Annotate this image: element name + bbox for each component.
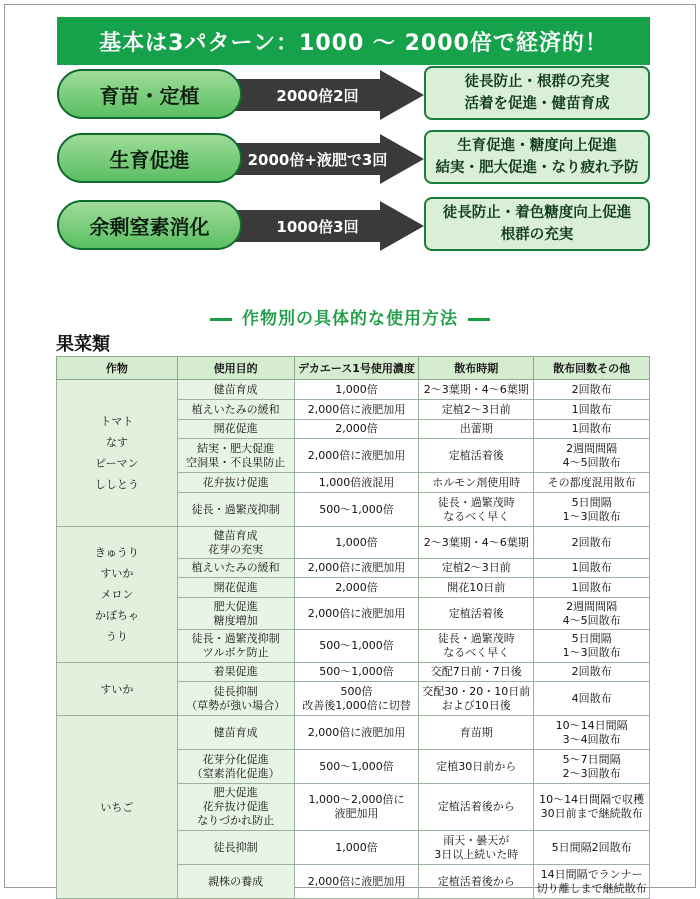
pattern-effect-line: 徒長防止・根群の充実 bbox=[464, 74, 610, 90]
concentration-cell bbox=[294, 380, 419, 400]
timing-cell-line: 定植2～3日前 bbox=[441, 402, 511, 416]
category-heading: 果菜類 bbox=[56, 334, 110, 355]
concentration-cell bbox=[294, 527, 419, 559]
purpose-cell bbox=[177, 784, 294, 831]
timing-cell-line: 出蕾期 bbox=[459, 422, 493, 435]
crop-cell-line: トマト bbox=[100, 415, 134, 428]
concentration-cell bbox=[294, 716, 419, 750]
crop-cell-line: メロン bbox=[100, 588, 134, 601]
crop-cell-line: うり bbox=[105, 630, 128, 643]
frequency-cell bbox=[534, 527, 650, 559]
purpose-cell bbox=[177, 400, 294, 420]
concentration-cell-line: 500～1,000倍 bbox=[319, 665, 394, 678]
purpose-cell-line: 徒長・過繁茂抑制 bbox=[191, 632, 280, 645]
purpose-cell-line: （草勢が強い場合） bbox=[186, 698, 286, 712]
concentration-cell bbox=[294, 831, 419, 865]
purpose-cell-line: 徒長・過繁茂抑制 bbox=[191, 502, 280, 516]
concentration-cell bbox=[294, 578, 419, 598]
frequency-cell bbox=[534, 439, 650, 473]
timing-cell bbox=[419, 559, 534, 578]
pattern-effect-line: 根群の充実 bbox=[500, 227, 574, 243]
concentration-cell bbox=[294, 400, 419, 420]
crop-cell bbox=[57, 716, 178, 899]
purpose-cell-line: 健苗育成 bbox=[213, 528, 258, 542]
timing-cell bbox=[419, 865, 534, 899]
frequency-cell-line: その都度混用散布 bbox=[547, 475, 636, 489]
timing-cell bbox=[419, 473, 534, 493]
concentration-cell-line: 2,000倍に液肥加用 bbox=[307, 448, 406, 462]
frequency-cell-line: 切り離しまで継続散布 bbox=[536, 881, 647, 895]
purpose-cell-line: 着果促進 bbox=[213, 665, 258, 678]
table-row bbox=[57, 527, 650, 559]
purpose-cell-line: （窒素消化促進） bbox=[191, 766, 280, 780]
timing-cell-line: なるべく早く bbox=[443, 509, 510, 523]
frequency-cell bbox=[534, 400, 650, 420]
title-dash-right bbox=[468, 318, 490, 321]
concentration-cell bbox=[294, 865, 419, 899]
purpose-cell-line: 空洞果・不良果防止 bbox=[186, 455, 286, 469]
purpose-cell-line: 徒長抑制 bbox=[213, 840, 258, 854]
timing-cell-line: 定植活着後から bbox=[437, 800, 515, 813]
purpose-cell-line: 植えいたみの緩和 bbox=[191, 561, 280, 574]
title-dash-left bbox=[210, 318, 232, 321]
crop-cell-line: なす bbox=[105, 436, 128, 449]
crop-cell bbox=[57, 663, 178, 716]
crop-cell-line: ピーマン bbox=[95, 457, 139, 470]
headline-banner: 基本は3パターン：1000 ～ 2000倍で経済的！ bbox=[57, 17, 650, 65]
usage-table bbox=[56, 356, 650, 899]
frequency-cell-line: 5日間隔2回散布 bbox=[551, 840, 632, 854]
purpose-cell-line: 健苗育成 bbox=[213, 725, 258, 739]
concentration-cell-line: 2,000倍 bbox=[335, 422, 378, 435]
purpose-cell-line: 花芽分化促進 bbox=[202, 752, 269, 766]
purpose-cell bbox=[177, 750, 294, 784]
frequency-cell-line: 1回散布 bbox=[571, 580, 612, 594]
purpose-cell bbox=[177, 493, 294, 527]
pattern-effects-box bbox=[424, 197, 650, 251]
pattern-effect-line: 結実・肥大促進・なり疲れ予防 bbox=[435, 160, 639, 176]
frequency-cell bbox=[534, 473, 650, 493]
timing-cell-line: 定植活着後 bbox=[448, 606, 504, 620]
frequency-cell-line: 2回散布 bbox=[571, 665, 612, 678]
concentration-cell-line: 液肥加用 bbox=[334, 807, 379, 820]
purpose-cell bbox=[177, 527, 294, 559]
timing-cell bbox=[419, 831, 534, 865]
frequency-cell bbox=[534, 598, 650, 630]
section-title-text: 作物別の具体的な使用方法 bbox=[242, 309, 458, 329]
frequency-cell-line: 5～7日間隔 bbox=[562, 752, 621, 766]
frequency-cell-line: 5日間隔 bbox=[571, 495, 612, 509]
purpose-cell bbox=[177, 578, 294, 598]
crop-cell-line: かぼちゃ bbox=[94, 609, 139, 622]
purpose-cell bbox=[177, 663, 294, 682]
purpose-cell-line: 親株の養成 bbox=[208, 874, 264, 888]
purpose-cell-line: 花弁抜け促進 bbox=[202, 475, 269, 489]
purpose-cell-line: 糖度増加 bbox=[213, 613, 258, 627]
concentration-cell-line: 2,000倍に液肥加用 bbox=[307, 725, 406, 739]
timing-cell bbox=[419, 750, 534, 784]
timing-cell-line: 定植2～3日前 bbox=[441, 561, 511, 574]
timing-cell bbox=[419, 439, 534, 473]
header-frequency: 散布回数その他 bbox=[534, 357, 650, 380]
pattern-dosage: 2000倍2回 bbox=[276, 86, 359, 105]
purpose-cell-line: 肥大促進 bbox=[213, 786, 258, 799]
timing-cell-line: 交配7日前・7日後 bbox=[430, 665, 522, 678]
timing-cell bbox=[419, 784, 534, 831]
purpose-cell bbox=[177, 439, 294, 473]
timing-cell bbox=[419, 682, 534, 716]
timing-cell bbox=[419, 598, 534, 630]
frequency-cell bbox=[534, 493, 650, 527]
header-crop: 作物 bbox=[57, 357, 178, 380]
timing-cell-line: 開花10日前 bbox=[447, 580, 506, 594]
crop-cell-line: すいか bbox=[100, 567, 134, 580]
frequency-cell-line: 4～5回散布 bbox=[562, 455, 621, 469]
frequency-cell-line: 30日前まで継続散布 bbox=[540, 807, 643, 820]
header-purpose: 使用目的 bbox=[177, 357, 294, 380]
frequency-cell-line: 2週間間隔 bbox=[566, 599, 618, 613]
purpose-cell bbox=[177, 716, 294, 750]
timing-cell-line: 定植活着後 bbox=[448, 448, 504, 462]
concentration-cell bbox=[294, 784, 419, 831]
purpose-cell-line: 植えいたみの緩和 bbox=[191, 402, 280, 416]
frequency-cell-line: 4～5回散布 bbox=[562, 613, 621, 627]
frequency-cell bbox=[534, 663, 650, 682]
concentration-cell bbox=[294, 682, 419, 716]
concentration-cell-line: 1,000倍 bbox=[335, 382, 378, 396]
frequency-cell bbox=[534, 578, 650, 598]
purpose-cell-line: 開花促進 bbox=[213, 580, 258, 594]
frequency-cell bbox=[534, 716, 650, 750]
pattern-row bbox=[0, 130, 700, 188]
concentration-cell bbox=[294, 559, 419, 578]
timing-cell-line: 徒長・過繁茂時 bbox=[437, 632, 515, 645]
timing-cell bbox=[419, 380, 534, 400]
timing-cell bbox=[419, 420, 534, 439]
frequency-cell-line: 2回散布 bbox=[571, 382, 612, 396]
timing-cell bbox=[419, 716, 534, 750]
frequency-cell-line: 5日間隔 bbox=[571, 632, 612, 645]
timing-cell-line: 雨天・曇天が bbox=[443, 833, 510, 847]
concentration-cell-line: 改善後1,000倍に切替 bbox=[302, 698, 411, 712]
frequency-cell bbox=[534, 784, 650, 831]
concentration-cell-line: 500～1,000倍 bbox=[319, 502, 394, 516]
frequency-cell-line: 2回散布 bbox=[571, 535, 612, 549]
timing-cell-line: 3日以上続いた時 bbox=[434, 847, 519, 861]
frequency-cell bbox=[534, 630, 650, 663]
concentration-cell-line: 1,000～2,000倍に bbox=[308, 793, 405, 806]
concentration-cell-line: 2,000倍に液肥加用 bbox=[307, 874, 406, 888]
purpose-cell bbox=[177, 473, 294, 493]
pattern-effects-box bbox=[424, 130, 650, 184]
frequency-cell-line: 1～3回散布 bbox=[562, 646, 621, 659]
concentration-cell bbox=[294, 439, 419, 473]
concentration-cell-line: 1,000倍 bbox=[335, 840, 378, 854]
pattern-name-pill: 生育促進 bbox=[57, 133, 242, 183]
concentration-cell bbox=[294, 598, 419, 630]
concentration-cell-line: 500～1,000倍 bbox=[319, 759, 394, 773]
header-timing: 散布時期 bbox=[419, 357, 534, 380]
concentration-cell bbox=[294, 493, 419, 527]
purpose-cell bbox=[177, 865, 294, 899]
frequency-cell bbox=[534, 750, 650, 784]
concentration-cell-line: 500～1,000倍 bbox=[319, 639, 394, 652]
concentration-cell bbox=[294, 420, 419, 439]
concentration-cell-line: 2,000倍に液肥加用 bbox=[307, 402, 406, 416]
purpose-cell-line: 花弁抜け促進 bbox=[202, 800, 269, 813]
timing-cell-line: 2～3葉期・4～6葉期 bbox=[423, 382, 529, 396]
pattern-name-pill: 育苗・定植 bbox=[57, 69, 242, 119]
frequency-cell bbox=[534, 682, 650, 716]
timing-cell bbox=[419, 527, 534, 559]
concentration-cell-line: 2,000倍に液肥加用 bbox=[307, 606, 406, 620]
timing-cell bbox=[419, 493, 534, 527]
purpose-cell bbox=[177, 598, 294, 630]
purpose-cell-line: 開花促進 bbox=[213, 422, 258, 435]
pattern-effect-line: 生育促進・糖度向上促進 bbox=[457, 138, 617, 154]
timing-cell-line: 交配30・20・10日前 bbox=[422, 684, 531, 698]
timing-cell-line: なるべく早く bbox=[443, 646, 510, 659]
purpose-cell bbox=[177, 559, 294, 578]
pattern-effects-box bbox=[424, 66, 650, 120]
table-row bbox=[57, 663, 650, 682]
purpose-cell-line: 健苗育成 bbox=[213, 382, 258, 396]
frequency-cell bbox=[534, 831, 650, 865]
frequency-cell-line: 10～14日間隔 bbox=[555, 718, 628, 732]
frequency-cell-line: 1回散布 bbox=[571, 422, 612, 435]
purpose-cell bbox=[177, 420, 294, 439]
crop-cell-line: いちご bbox=[100, 800, 134, 814]
table-header-row bbox=[57, 357, 650, 380]
pattern-effect-line: 活着を促進・健苗育成 bbox=[464, 96, 610, 112]
frequency-cell bbox=[534, 420, 650, 439]
purpose-cell-line: 徒長抑制 bbox=[213, 684, 258, 698]
purpose-cell bbox=[177, 831, 294, 865]
frequency-cell-line: 14日間隔でランナー bbox=[540, 867, 643, 881]
purpose-cell bbox=[177, 682, 294, 716]
frequency-cell-line: 3～4回散布 bbox=[562, 732, 621, 746]
section-title bbox=[0, 304, 700, 329]
timing-cell-line: 育苗期 bbox=[459, 725, 493, 739]
purpose-cell bbox=[177, 630, 294, 663]
timing-cell-line: 定植30日前から bbox=[436, 759, 517, 773]
frequency-cell-line: 1回散布 bbox=[571, 561, 612, 574]
frequency-cell bbox=[534, 559, 650, 578]
concentration-cell bbox=[294, 473, 419, 493]
purpose-cell-line: 花芽の充実 bbox=[208, 542, 264, 556]
frequency-cell-line: 2～3回散布 bbox=[562, 766, 621, 780]
timing-cell-line: ホルモン剤使用時 bbox=[432, 475, 521, 489]
crop-cell bbox=[57, 380, 178, 527]
crop-cell-line: すいか bbox=[100, 682, 134, 696]
frequency-cell-line: 2週間間隔 bbox=[566, 441, 618, 455]
timing-cell-line: および10日後 bbox=[441, 698, 511, 712]
timing-cell-line: 定植活着後から bbox=[437, 874, 515, 888]
pattern-row bbox=[0, 197, 700, 255]
table-row bbox=[57, 380, 650, 400]
timing-cell bbox=[419, 663, 534, 682]
frequency-cell-line: 4回散布 bbox=[571, 691, 612, 705]
pattern-row bbox=[0, 66, 700, 124]
concentration-cell-line: 1,000倍液混用 bbox=[318, 475, 395, 489]
pattern-name-pill: 余剰窒素消化 bbox=[57, 200, 242, 250]
concentration-cell bbox=[294, 663, 419, 682]
frequency-cell-line: 1～3回散布 bbox=[562, 509, 621, 523]
concentration-cell-line: 500倍 bbox=[340, 684, 373, 698]
header-concentration: デカエース1号使用濃度 bbox=[294, 357, 419, 380]
pattern-effect-line: 徒長防止・着色糖度向上促進 bbox=[442, 205, 632, 221]
purpose-cell-line: ツルボケ防止 bbox=[202, 646, 269, 659]
crop-cell-line: ししとう bbox=[94, 478, 139, 491]
purpose-cell-line: なりづかれ防止 bbox=[197, 814, 275, 827]
purpose-cell-line: 結実・肥大促進 bbox=[197, 441, 275, 455]
crop-cell bbox=[57, 527, 178, 663]
timing-cell-line: 2～3葉期・4～6葉期 bbox=[423, 535, 529, 549]
frequency-cell bbox=[534, 865, 650, 899]
timing-cell-line: 徒長・過繁茂時 bbox=[437, 495, 515, 509]
pattern-dosage: 1000倍3回 bbox=[276, 217, 359, 236]
timing-cell bbox=[419, 400, 534, 420]
timing-cell bbox=[419, 578, 534, 598]
purpose-cell-line: 肥大促進 bbox=[213, 599, 258, 613]
concentration-cell-line: 2,000倍 bbox=[335, 580, 378, 594]
frequency-cell-line: 10～14日間隔で収穫 bbox=[539, 793, 645, 806]
timing-cell bbox=[419, 630, 534, 663]
concentration-cell-line: 2,000倍に液肥加用 bbox=[307, 561, 406, 574]
table-row bbox=[57, 716, 650, 750]
concentration-cell bbox=[294, 750, 419, 784]
pattern-dosage: 2000倍+液肥で3回 bbox=[247, 150, 388, 169]
frequency-cell-line: 1回散布 bbox=[571, 402, 612, 416]
frequency-cell bbox=[534, 380, 650, 400]
concentration-cell bbox=[294, 630, 419, 663]
purpose-cell bbox=[177, 380, 294, 400]
concentration-cell-line: 1,000倍 bbox=[335, 535, 378, 549]
crop-cell-line: きゅうり bbox=[94, 546, 139, 559]
